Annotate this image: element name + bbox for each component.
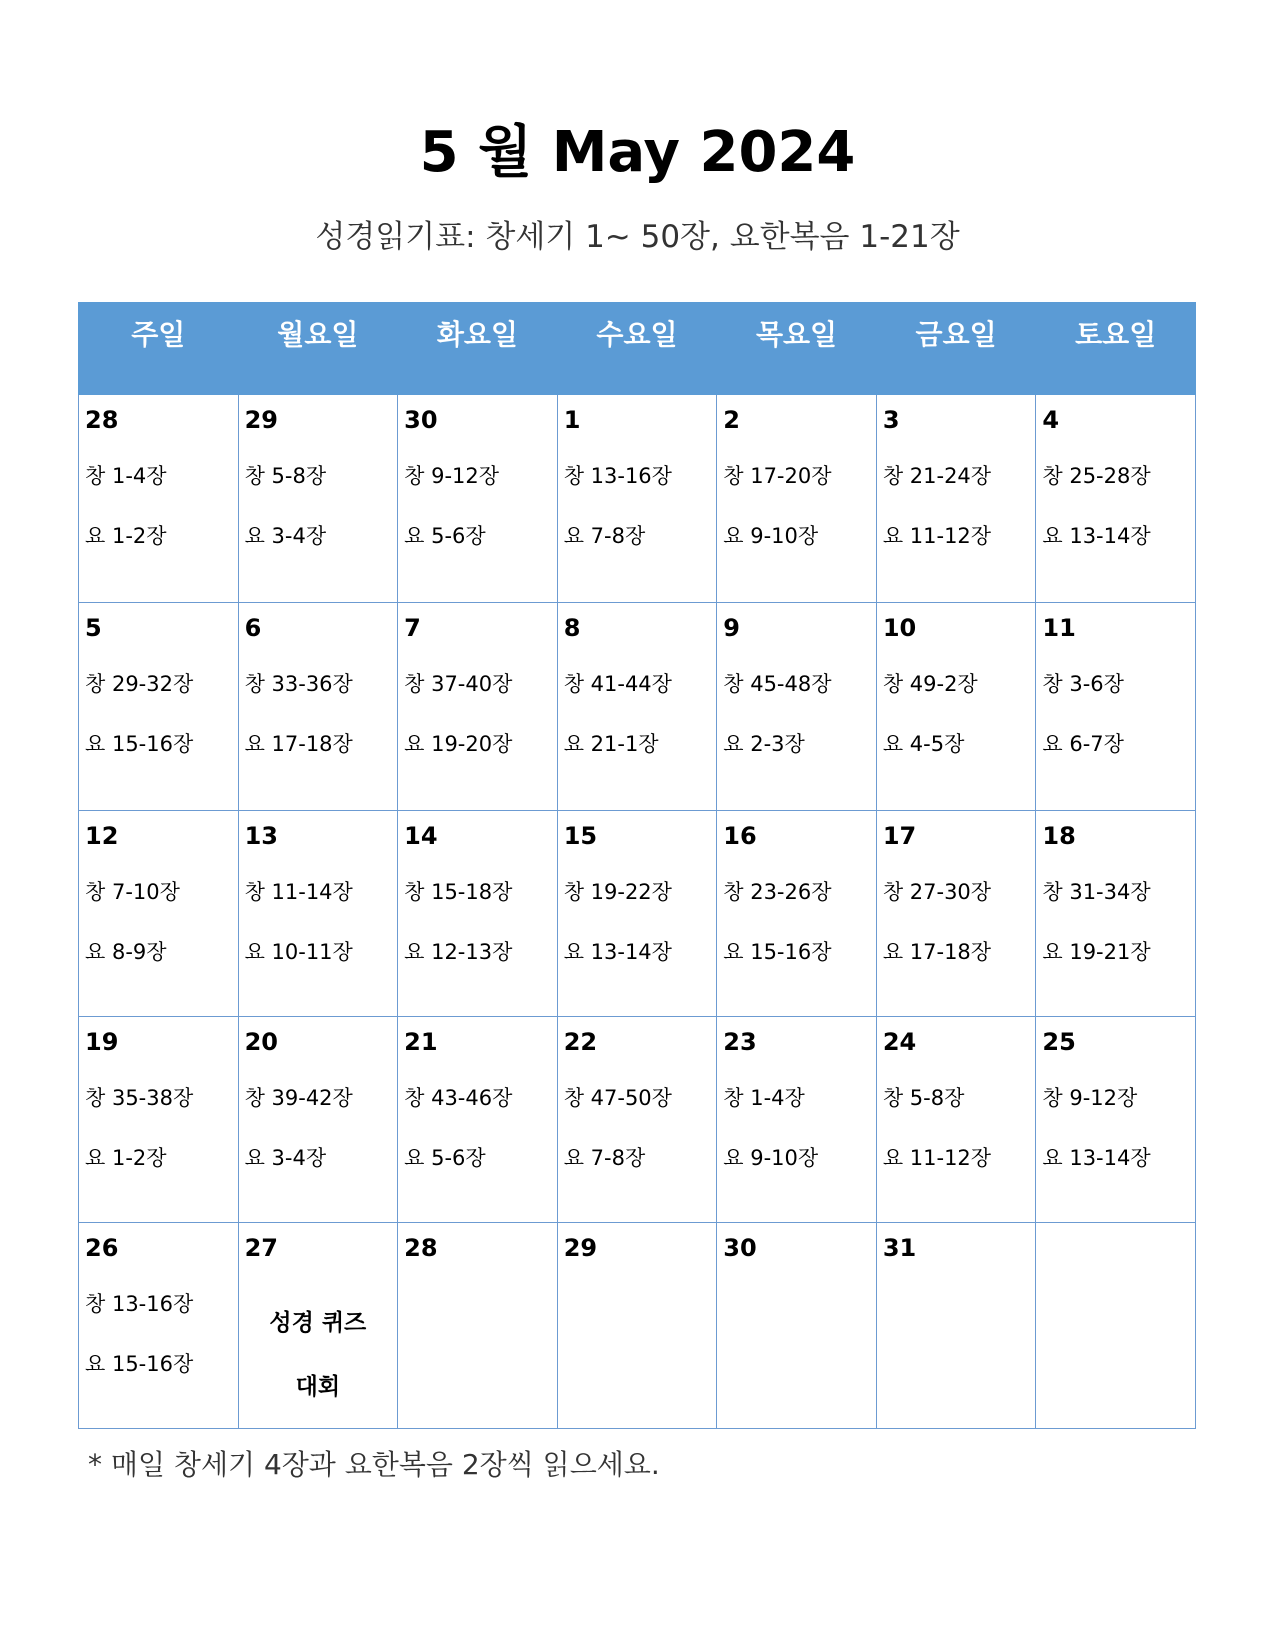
day-number: 27 [244, 1234, 278, 1262]
day-cell [557, 395, 717, 603]
genesis-reading: 창 7-10장 [85, 880, 180, 904]
day-number: 29 [244, 406, 278, 434]
john-reading: 요 15-16장 [723, 940, 832, 964]
day-cell [79, 395, 239, 603]
day-cell [398, 811, 558, 1017]
day-number: 23 [723, 1028, 757, 1056]
day-cell [398, 1017, 558, 1223]
john-reading: 요 11-12장 [882, 524, 992, 548]
john-reading: 요 10-11장 [244, 940, 353, 964]
day-cell [717, 811, 877, 1017]
john-reading: 요 21-1장 [563, 732, 659, 756]
genesis-reading: 창 11-14장 [244, 880, 353, 904]
day-cell [1036, 811, 1196, 1017]
weekday-header: 금요일 [876, 303, 1036, 395]
genesis-reading: 창 9-12장 [404, 464, 500, 488]
day-cell [717, 395, 877, 603]
genesis-reading: 창 25-28장 [1042, 464, 1151, 488]
genesis-reading: 창 13-16장 [563, 464, 672, 488]
day-number: 24 [882, 1028, 917, 1056]
page-subtitle: 성경읽기표: 창세기 1~ 50장, 요한복음 1-21장 [315, 219, 960, 255]
day-number: 21 [404, 1028, 438, 1056]
day-number: 3 [882, 406, 900, 434]
weekday-header: 월요일 [238, 303, 398, 395]
john-reading: 요 13-14장 [1042, 1146, 1151, 1170]
day-cell [717, 603, 877, 811]
genesis-reading: 창 5-8장 [244, 464, 327, 488]
day-cell [557, 1223, 717, 1429]
day-cell [876, 395, 1036, 603]
day-cell [717, 1017, 877, 1223]
day-number: 20 [244, 1028, 278, 1056]
genesis-reading: 창 1-4장 [85, 464, 167, 488]
genesis-reading: 창 19-22장 [563, 880, 672, 904]
john-reading: 요 13-14장 [1042, 524, 1151, 548]
weekday-header: 수요일 [557, 303, 717, 395]
genesis-reading: 창 47-50장 [563, 1086, 672, 1110]
day-cell [79, 1017, 239, 1223]
john-reading: 요 2-3장 [723, 732, 805, 756]
day-cell [398, 603, 558, 811]
day-number: 10 [882, 614, 917, 642]
day-cell [717, 1223, 877, 1429]
event-label: 성경 퀴즈 대회 [269, 1310, 367, 1400]
genesis-reading: 창 5-8장 [882, 1086, 965, 1110]
john-reading: 요 15-16장 [85, 1352, 194, 1376]
day-number: 31 [882, 1234, 917, 1262]
week-row [79, 1017, 1196, 1223]
day-number: 16 [723, 822, 757, 850]
john-reading: 요 9-10장 [723, 524, 819, 548]
john-reading: 요 15-16장 [85, 732, 194, 756]
john-reading: 요 13-14장 [563, 940, 672, 964]
day-number: 5 [85, 614, 102, 642]
day-cell [238, 603, 398, 811]
genesis-reading: 창 23-26장 [723, 880, 832, 904]
calendar-table [78, 302, 1196, 1429]
john-reading: 요 6-7장 [1042, 732, 1124, 756]
day-number: 22 [563, 1028, 598, 1056]
day-number: 17 [882, 822, 917, 850]
weekday-header: 화요일 [398, 303, 558, 395]
john-reading: 요 17-18장 [882, 940, 992, 964]
day-number: 7 [404, 614, 421, 642]
day-cell [1036, 395, 1196, 603]
day-cell [79, 603, 239, 811]
day-cell [238, 1017, 398, 1223]
day-cell [238, 1223, 398, 1429]
week-row [79, 811, 1196, 1017]
genesis-reading: 창 3-6장 [1042, 672, 1124, 696]
genesis-reading: 창 27-30장 [882, 880, 992, 904]
day-cell [398, 1223, 558, 1429]
genesis-reading: 창 37-40장 [404, 672, 513, 696]
day-cell [1036, 1017, 1196, 1223]
john-reading: 요 17-18장 [244, 732, 353, 756]
weekday-header: 목요일 [717, 303, 877, 395]
genesis-reading: 창 45-48장 [723, 672, 832, 696]
day-number: 30 [404, 406, 438, 434]
day-cell [557, 1017, 717, 1223]
page-title: 5 월 May 2024 [419, 120, 856, 185]
day-cell [557, 811, 717, 1017]
genesis-reading: 창 29-32장 [85, 672, 194, 696]
day-number: 28 [85, 406, 119, 434]
john-reading: 요 8-9장 [85, 940, 167, 964]
day-number: 18 [1042, 822, 1076, 850]
footnote: * 매일 창세기 4장과 요한복음 2장씩 읽으세요. [88, 1448, 660, 1481]
genesis-reading: 창 41-44장 [563, 672, 672, 696]
day-number: 25 [1042, 1028, 1076, 1056]
day-number: 11 [1042, 614, 1076, 642]
week-row [79, 395, 1196, 603]
day-number: 28 [404, 1234, 438, 1262]
genesis-reading: 창 1-4장 [723, 1086, 805, 1110]
week-row [79, 603, 1196, 811]
day-cell [238, 811, 398, 1017]
day-cell [876, 603, 1036, 811]
john-reading: 요 3-4장 [244, 1146, 327, 1170]
day-cell [1036, 603, 1196, 811]
day-number: 29 [563, 1234, 598, 1262]
day-cell [876, 1223, 1036, 1429]
john-reading: 요 7-8장 [563, 1146, 646, 1170]
day-number: 13 [244, 822, 278, 850]
day-number: 14 [404, 822, 438, 850]
genesis-reading: 창 49-2장 [882, 672, 978, 696]
day-number: 2 [723, 406, 740, 434]
genesis-reading: 창 35-38장 [85, 1086, 194, 1110]
john-reading: 요 7-8장 [563, 524, 646, 548]
day-cell [876, 1017, 1036, 1223]
day-number: 19 [85, 1028, 119, 1056]
day-number: 4 [1042, 406, 1060, 434]
genesis-reading: 창 21-24장 [882, 464, 992, 488]
day-cell [238, 395, 398, 603]
genesis-reading: 창 31-34장 [1042, 880, 1151, 904]
day-number: 8 [563, 614, 581, 642]
day-number: 9 [723, 614, 740, 642]
day-number: 15 [563, 822, 598, 850]
day-cell [876, 811, 1036, 1017]
john-reading: 요 3-4장 [244, 524, 327, 548]
weekday-header-row [79, 303, 1196, 395]
genesis-reading: 창 39-42장 [244, 1086, 353, 1110]
genesis-reading: 창 17-20장 [723, 464, 832, 488]
day-number: 12 [85, 822, 119, 850]
john-reading: 요 11-12장 [882, 1146, 992, 1170]
weekday-header: 주일 [79, 303, 239, 395]
weekday-header: 토요일 [1036, 303, 1196, 395]
day-cell [79, 811, 239, 1017]
day-number: 6 [244, 614, 262, 642]
john-reading: 요 1-2장 [85, 524, 167, 548]
day-cell [557, 603, 717, 811]
john-reading: 요 9-10장 [723, 1146, 819, 1170]
john-reading: 요 5-6장 [404, 524, 486, 548]
john-reading: 요 1-2장 [85, 1146, 167, 1170]
genesis-reading: 창 15-18장 [404, 880, 513, 904]
genesis-reading: 창 13-16장 [85, 1292, 194, 1316]
day-number: 1 [563, 406, 581, 434]
day-cell [1036, 1223, 1196, 1429]
john-reading: 요 4-5장 [882, 732, 965, 756]
genesis-reading: 창 9-12장 [1042, 1086, 1138, 1110]
day-number: 26 [85, 1234, 119, 1262]
day-cell [79, 1223, 239, 1429]
genesis-reading: 창 33-36장 [244, 672, 353, 696]
day-cell [398, 395, 558, 603]
john-reading: 요 5-6장 [404, 1146, 486, 1170]
john-reading: 요 19-21장 [1042, 940, 1151, 964]
week-row [79, 1223, 1196, 1429]
genesis-reading: 창 43-46장 [404, 1086, 513, 1110]
day-number: 30 [723, 1234, 757, 1262]
john-reading: 요 19-20장 [404, 732, 513, 756]
john-reading: 요 12-13장 [404, 940, 513, 964]
